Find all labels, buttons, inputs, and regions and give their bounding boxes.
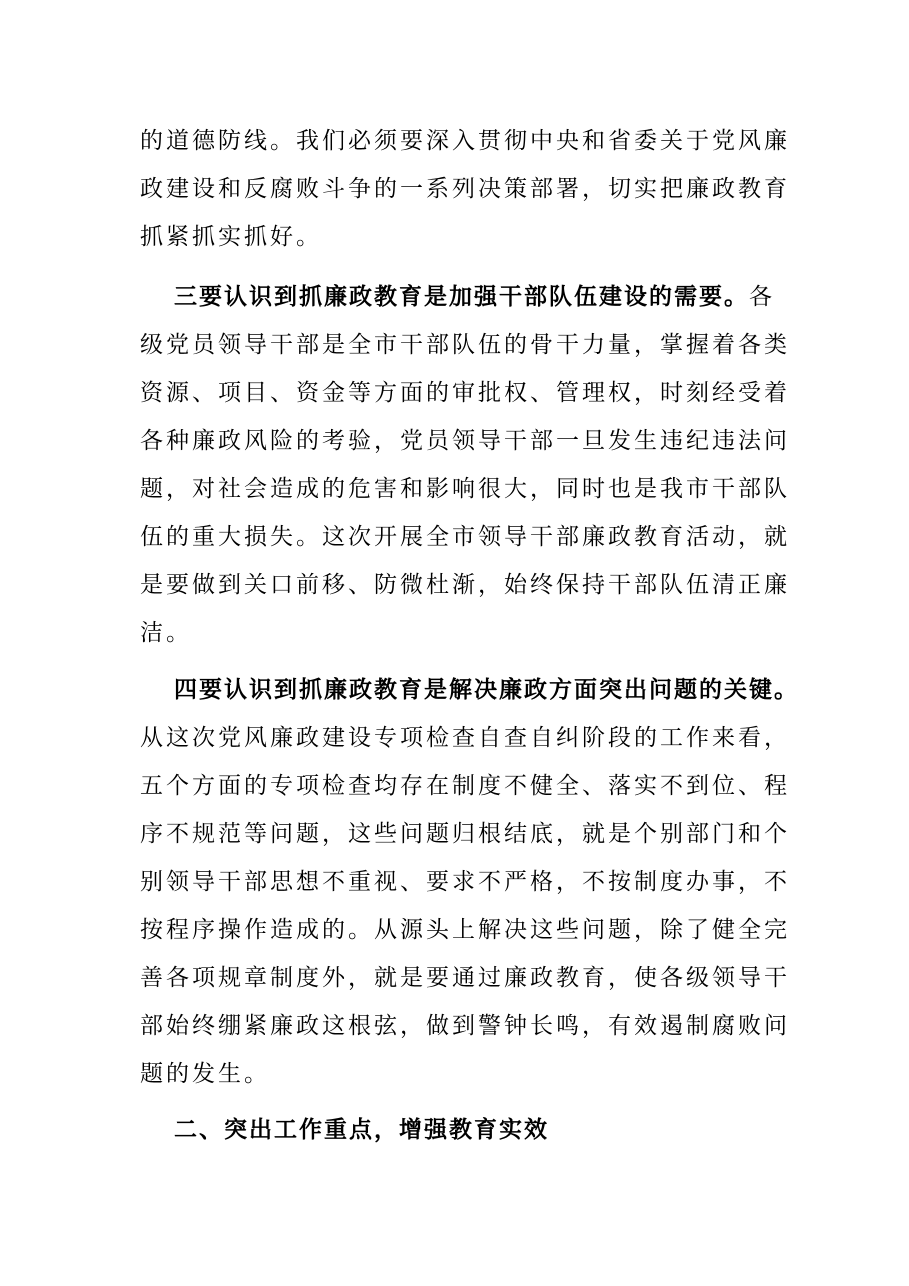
text-line: 是要做到关口前移、防微杜渐，始终保持干部队伍清正廉: [140, 572, 790, 598]
text-line: 按程序操作造成的。从源头上解决这些问题，除了健全完: [140, 917, 790, 943]
text-line: 抓紧抓实抓好。: [140, 224, 322, 250]
text-line: 资源、项目、资金等方面的审批权、管理权，时刻经受着: [140, 380, 790, 406]
text-line: 别领导干部思想不重视、要求不严格，不按制度办事，不: [140, 869, 790, 895]
text-line: 题的发生。: [140, 1061, 270, 1087]
paragraph-first-line: [140, 666, 799, 714]
text-line: 五个方面的专项检查均存在制度不健全、落实不到位、程: [140, 773, 790, 799]
text-line: 洁。: [140, 620, 192, 646]
text-line: 各种廉政风险的考验，党员领导干部一旦发生违纪违法问: [140, 428, 790, 454]
text-line: 政建设和反腐败斗争的一系列决策部署，切实把廉政教育: [140, 176, 790, 202]
text-line: 级党员领导干部是全市干部队伍的骨干力量，掌握着各类: [140, 332, 790, 358]
bold-lead-sentence: 三要认识到抓廉政教育是加强干部队伍建设的需要。: [174, 284, 749, 310]
paragraph-first-line: [140, 273, 780, 321]
text-line: 题，对社会造成的危害和影响很大，同时也是我市干部队: [140, 476, 790, 502]
section-heading: 二、突出工作重点，增强教育实效: [174, 1117, 549, 1143]
bold-lead-sentence: 四要认识到抓廉政教育是解决廉政方面突出问题的关键。: [174, 677, 799, 703]
paragraph-point-four: [140, 666, 799, 1098]
text-line: 从这次党风廉政建设专项检查自查自纠阶段的工作来看，: [140, 725, 790, 751]
text-line: 伍的重大损失。这次开展全市领导干部廉政教育活动，就: [140, 524, 790, 550]
paragraph-continuation: [140, 117, 790, 261]
text-line: 善各项规章制度外，就是要通过廉政教育，使各级领导干: [140, 965, 790, 991]
paragraph-point-three: [140, 273, 790, 657]
text-line: 部始终绷紧廉政这根弦，做到警钟长鸣，有效遏制腐败问: [140, 1013, 790, 1039]
text-line: 序不规范等问题，这些问题归根结底，就是个别部门和个: [140, 821, 790, 847]
lead-rest-text: 各: [749, 284, 775, 310]
text-line: 的道德防线。我们必须要深入贯彻中央和省委关于党风廉: [140, 128, 790, 154]
